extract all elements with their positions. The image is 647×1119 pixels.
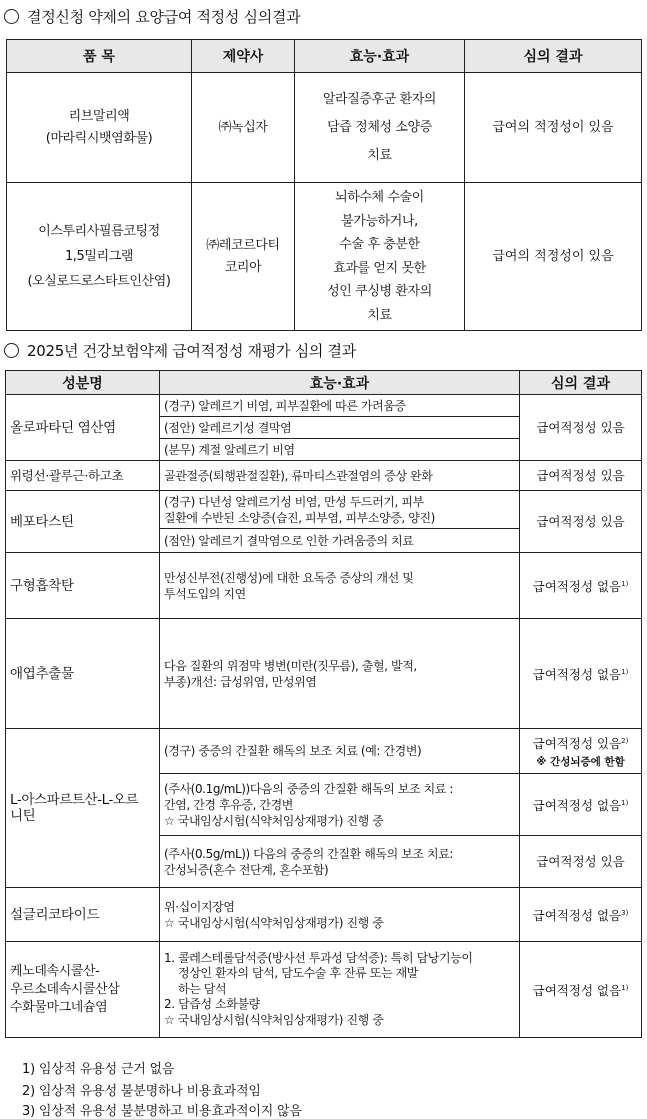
result-cell: 급여의 적정성이 있음: [465, 73, 642, 183]
product-cell: 리브말리액 (마라릭시뱃염화물): [7, 73, 192, 183]
efficacy-cell: 알라질증후군 환자의 담즙 정체성 소양증 치료: [295, 73, 465, 183]
header-ingredient: 성분명: [6, 371, 160, 395]
efficacy-cell: 만성신부전(진행성)에 대한 요독증 증상의 개선 및 투석도입의 지연: [160, 553, 520, 619]
efficacy-cell: 1. 콜레스테롤담석증(방사선 투과성 담석증): 특히 담낭기능이 정상인 환자의 담석, 담도수술 후 잔류 또는 재발 하는 담석 2. 담즙성 소화불량 ☆ 국내임상시험(식약처임상재평가) 진행 중: [160, 942, 520, 1038]
header-product: 품 목: [7, 40, 192, 73]
circle-bullet-icon: [4, 343, 19, 358]
efficacy-cell: 위·십이지장염 ☆ 국내임상시험(식약처임상재평가) 진행 중: [160, 888, 520, 942]
table-row: [7, 183, 642, 331]
header-result: 심의 결과: [465, 40, 642, 73]
table-header-row: [7, 40, 642, 73]
efficacy-cell: 뇌하수체 수술이 불가능하거나, 수술 후 충분한 효과를 얻지 못한 성인 쿠싱병 환자의 치료: [295, 183, 465, 331]
table-row: [6, 942, 642, 1038]
ingredient-cell: 케노데속시콜산- 우르소데속시콜산삼 수화물마그네슘염: [6, 942, 160, 1038]
result-cell: 급여적정성 없음$^{1)}$: [520, 619, 642, 729]
efficacy-cell: (점안) 알레르기 결막염으로 인한 가려움증의 치료: [160, 529, 520, 553]
circle-bullet-icon: [4, 9, 19, 24]
efficacy-cell: (점안) 알레르기성 결막염: [160, 417, 520, 439]
ingredient-cell: 구형흡착탄: [6, 553, 160, 619]
header-efficacy: 효능·효과: [295, 40, 465, 73]
efficacy-cell: (경구) 알레르기 비염, 피부질환에 따른 가려움증: [160, 395, 520, 417]
result-cell: 급여적정성 없음$^{1)}$: [520, 553, 642, 619]
result-cell: 급여적정성 없음$^{3)}$: [520, 888, 642, 942]
product-cell: 이스투리사필름코팅정 1,5밀리그램 (오실로드로스타트인산염): [7, 183, 192, 331]
table-row: [6, 461, 642, 491]
table-row: [6, 553, 642, 619]
table-row: [6, 491, 642, 529]
ingredient-cell: 설글리코타이드: [6, 888, 160, 942]
table-row: [6, 395, 642, 417]
footnote-1: 1) 임상적 유용성 근거 없음: [22, 1062, 175, 1077]
efficacy-cell: (주사(0.1g/mL))다음의 중증의 간질환 해독의 보조 치료 : 간염, 간경 후유증, 간경변 ☆ 국내임상시험(식약처임상재평가) 진행 중: [160, 774, 520, 836]
result-cell: 급여의 적정성이 있음: [465, 183, 642, 331]
result-cell: 급여적정성 있음: [520, 395, 642, 461]
efficacy-cell: (경구) 중증의 간질환 해독의 보조 치료 (예: 간경변): [160, 729, 520, 774]
reevaluation-table: [5, 370, 642, 1038]
efficacy-cell: 골관절증(퇴행관절질환), 류마티스관절염의 증상 완화: [160, 461, 520, 491]
company-cell: ㈜녹십자: [192, 73, 295, 183]
ingredient-cell: 올로파타딘 염산염: [6, 395, 160, 461]
result-cell: 급여적정성 있음: [520, 491, 642, 553]
section2-title: 2025년 건강보험약제 급여적정성 재평가 심의 결과: [4, 340, 356, 361]
ingredient-cell: L-아스파르트산-L-오르니틴: [6, 729, 160, 888]
result-cell: 급여적정성 있음: [520, 461, 642, 491]
efficacy-cell: (경구) 다년성 알레르기성 비염, 만성 두드러기, 피부 질환에 수반된 소양증(습진, 피부염, 피부소양증, 양진): [160, 491, 520, 529]
efficacy-cell: (주사(0.5g/mL)) 다음의 중증의 간질환 해독의 보조 치료: 간성뇌증(혼수 전단계, 혼수포함): [160, 836, 520, 888]
decision-table: [6, 39, 642, 331]
ingredient-cell: 베포타스틴: [6, 491, 160, 553]
result-cell: 급여적정성 있음: [520, 836, 642, 888]
section1-title: 결정신청 약제의 요양급여 적정성 심의결과: [4, 6, 300, 27]
ingredient-cell: 애엽추출물: [6, 619, 160, 729]
ingredient-cell: 위령선·괄루근·하고초: [6, 461, 160, 491]
footnote-3: 3) 임상적 유용성 불분명하고 비용효과적이지 않음: [22, 1104, 302, 1119]
result-cell: 급여적정성 없음$^{1)}$: [520, 774, 642, 836]
efficacy-cell: 다음 질환의 위점막 병변(미란(짓무름), 출혈, 발적, 부종)개선: 급성위염, 만성위염: [160, 619, 520, 729]
table-row: [6, 729, 642, 774]
efficacy-cell: (분무) 계절 알레르기 비염: [160, 439, 520, 461]
header-efficacy: 효능·효과: [160, 371, 520, 395]
table-row: [6, 619, 642, 729]
result-cell: 급여적정성 없음$^{1)}$: [520, 942, 642, 1038]
table-header-row: [6, 371, 642, 395]
result-cell: 급여적정성 있음$^{2)}$ ※ 간성뇌증에 한함: [520, 729, 642, 774]
company-cell: ㈜레코르다티 코리아: [192, 183, 295, 331]
table-row: [6, 888, 642, 942]
header-company: 제약사: [192, 40, 295, 73]
footnote-2: 2) 임상적 유용성 불분명하나 비용효과적임: [22, 1084, 261, 1099]
table-row: [7, 73, 642, 183]
header-result: 심의 결과: [520, 371, 642, 395]
